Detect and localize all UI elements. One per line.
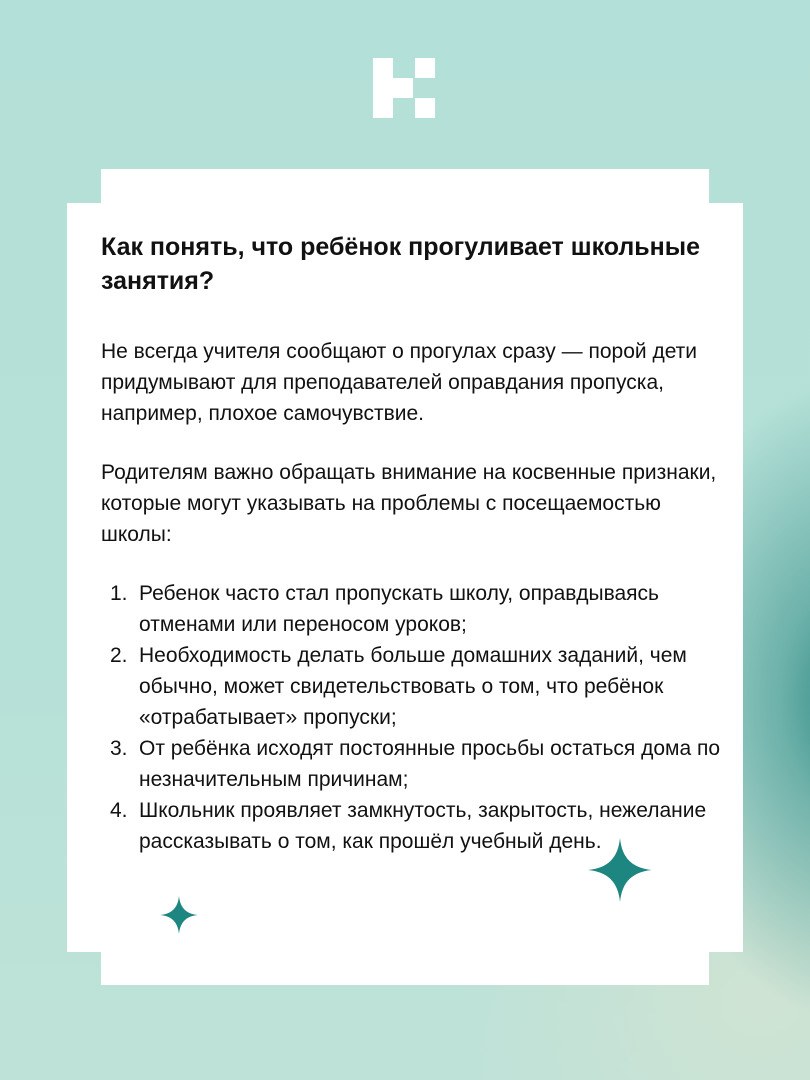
list-item-text: Ребенок часто стал пропускать школу, оправдываясь отменами или переносом уроков; [139, 582, 659, 636]
list-item [101, 578, 721, 640]
list-item [101, 640, 721, 733]
signs-list [101, 578, 721, 857]
list-item-text: Необходимость делать больше домашних заданий, чем обычно, может свидетельствовать о том, что ребёнок «отрабатывает» пропуски; [139, 644, 687, 729]
page-title: Как понять, что ребёнок прогуливает школьные занятия? [101, 233, 701, 295]
card-top-edge [101, 169, 709, 205]
brand-logo [373, 58, 437, 118]
list-item-number: 3. [110, 737, 128, 760]
card-bottom-edge [101, 950, 709, 985]
list-item-number: 4. [110, 799, 128, 822]
list-item-text: От ребёнка исходят постоянные просьбы остаться дома по незначительным причинам; [139, 737, 721, 791]
large-star-icon [588, 838, 652, 902]
card-content [101, 230, 721, 857]
list-item [101, 733, 721, 795]
list-item-text: Школьник проявляет замкнутость, закрытость, нежелание рассказывать о том, как прошёл учебный день. [139, 799, 707, 853]
small-star-icon [160, 896, 198, 934]
signs-paragraph: Родителям важно обращать внимание на косвенные признаки, которые могут указывать на проблемы с посещаемостью школы: [101, 461, 717, 546]
list-item-number: 2. [110, 644, 128, 667]
list-item-number: 1. [110, 582, 128, 605]
intro-paragraph: Не всегда учителя сообщают о прогулах сразу — порой дети придумывают для преподавателей оправдания пропуска, например, плохое самочувствие. [101, 340, 698, 425]
